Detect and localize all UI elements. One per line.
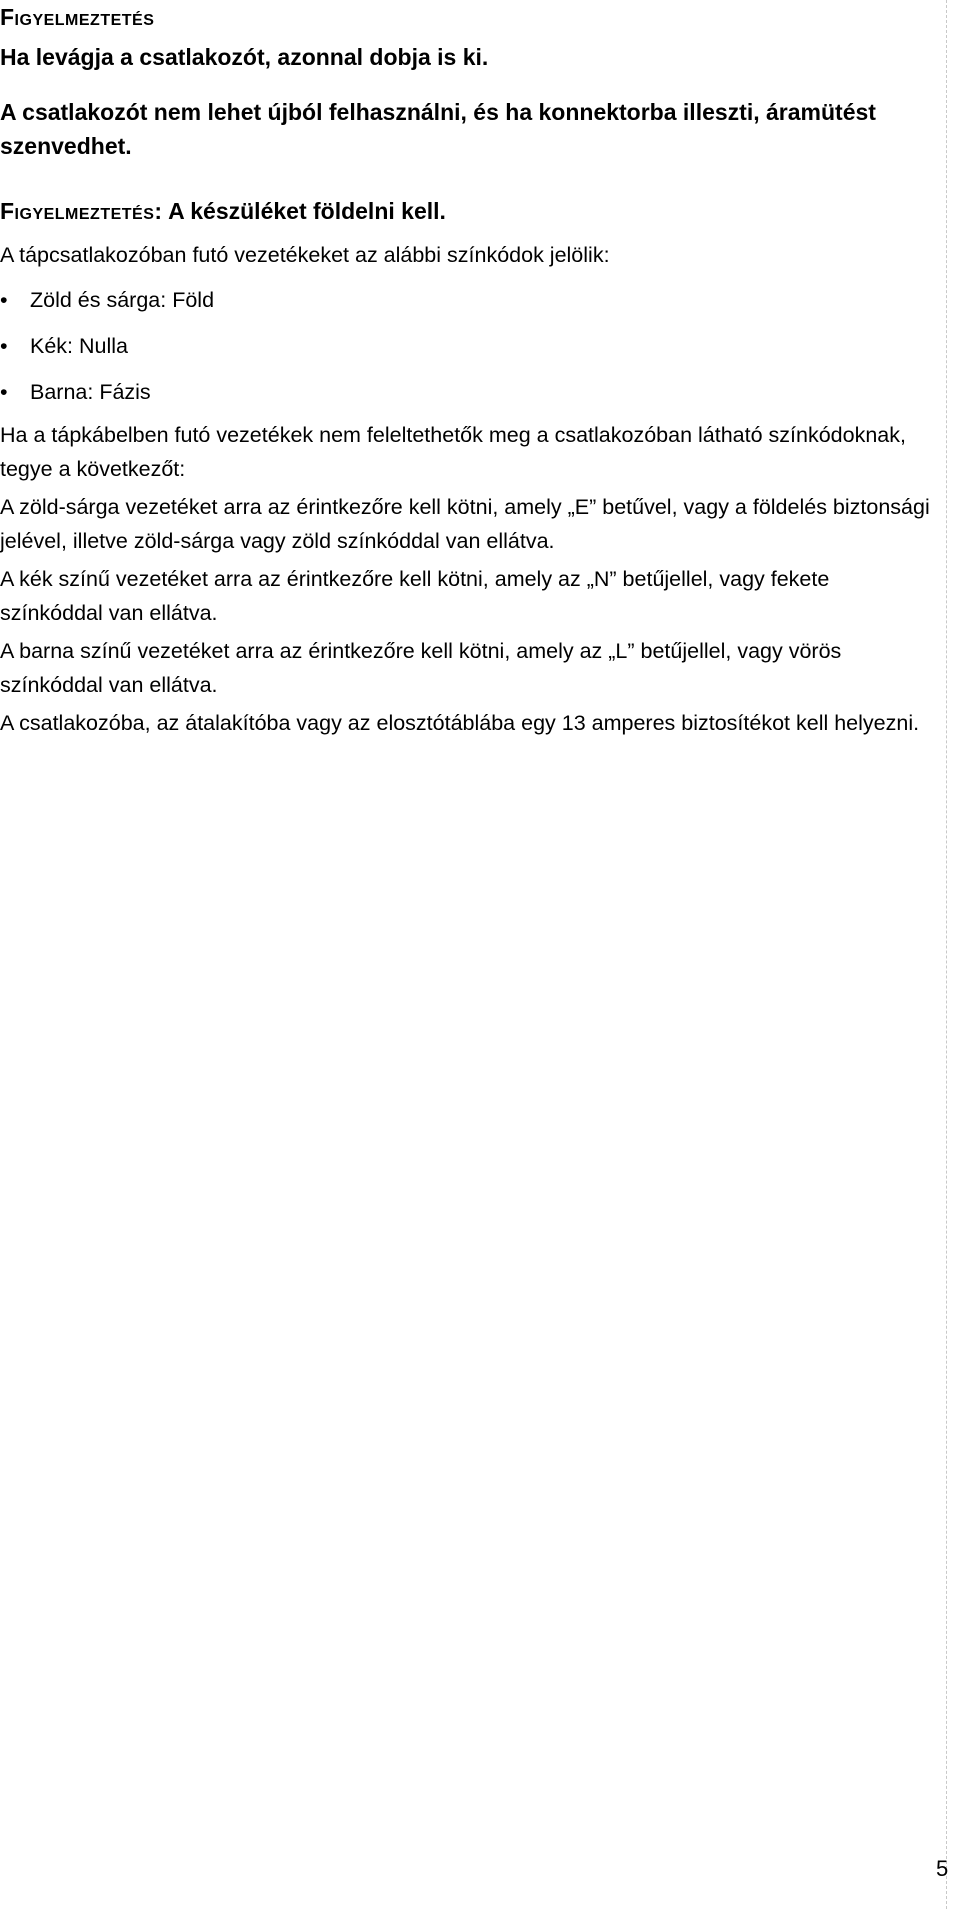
bullet-dot: •: [0, 334, 8, 358]
paragraph-brown: A barna színű vezetéket arra az érintkezőre kell kötni, amely az „L” betűjellel, vagy vörös színkóddal van ellátva.: [0, 639, 842, 697]
bullet-earth: [0, 283, 214, 317]
bullet-dot: •: [0, 380, 8, 404]
bullet-live: [0, 375, 151, 409]
color-code-intro: A tápcsatlakozóban futó vezetékeket az alábbi színkódok jelölik:: [0, 243, 610, 267]
grounding-warning-text: A készüléket földelni kell.: [168, 198, 446, 224]
bullet-neutral: [0, 329, 128, 363]
bullet-dot: •: [0, 288, 8, 312]
grounding-warning: [0, 198, 446, 225]
paragraph-green-yellow: A zöld-sárga vezetéket arra az érintkezőre kell kötni, amely „E” betűvel, vagy a földelés biztonsági jelével, illetve zöld-sárga vagy zöld színkóddal van ellátva.: [0, 495, 930, 553]
margin-dashed-rule: [946, 0, 947, 1909]
paragraph-fuse: A csatlakozóba, az átalakítóba vagy az elosztótáblába egy 13 amperes biztosítékot kell helyezni.: [0, 711, 920, 735]
warning-line-cut-plug: Ha levágja a csatlakozót, azonnal dobja is ki.: [0, 44, 489, 70]
bullet-text: Kék: Nulla: [30, 334, 128, 358]
warning-heading: Figyelmeztetés: [0, 4, 155, 30]
paragraph-mismatch: Ha a tápkábelben futó vezetékek nem feleltethetők meg a csatlakozóban látható színkódoknak, tegye a következőt:: [0, 423, 906, 481]
warning-line-shock: A csatlakozót nem lehet újból felhasználni, és ha konnektorba illeszti, áramütést szenvedhet.: [0, 99, 876, 159]
bullet-text: Zöld és sárga: Föld: [30, 288, 215, 312]
paragraph-blue: A kék színű vezetéket arra az érintkezőre kell kötni, amely az „N” betűjellel, vagy fekete színkóddal van ellátva.: [0, 567, 830, 625]
grounding-warning-label: Figyelmeztetés:: [0, 198, 163, 224]
page-number: 5: [936, 1856, 949, 1881]
bullet-text: Barna: Fázis: [30, 380, 151, 404]
